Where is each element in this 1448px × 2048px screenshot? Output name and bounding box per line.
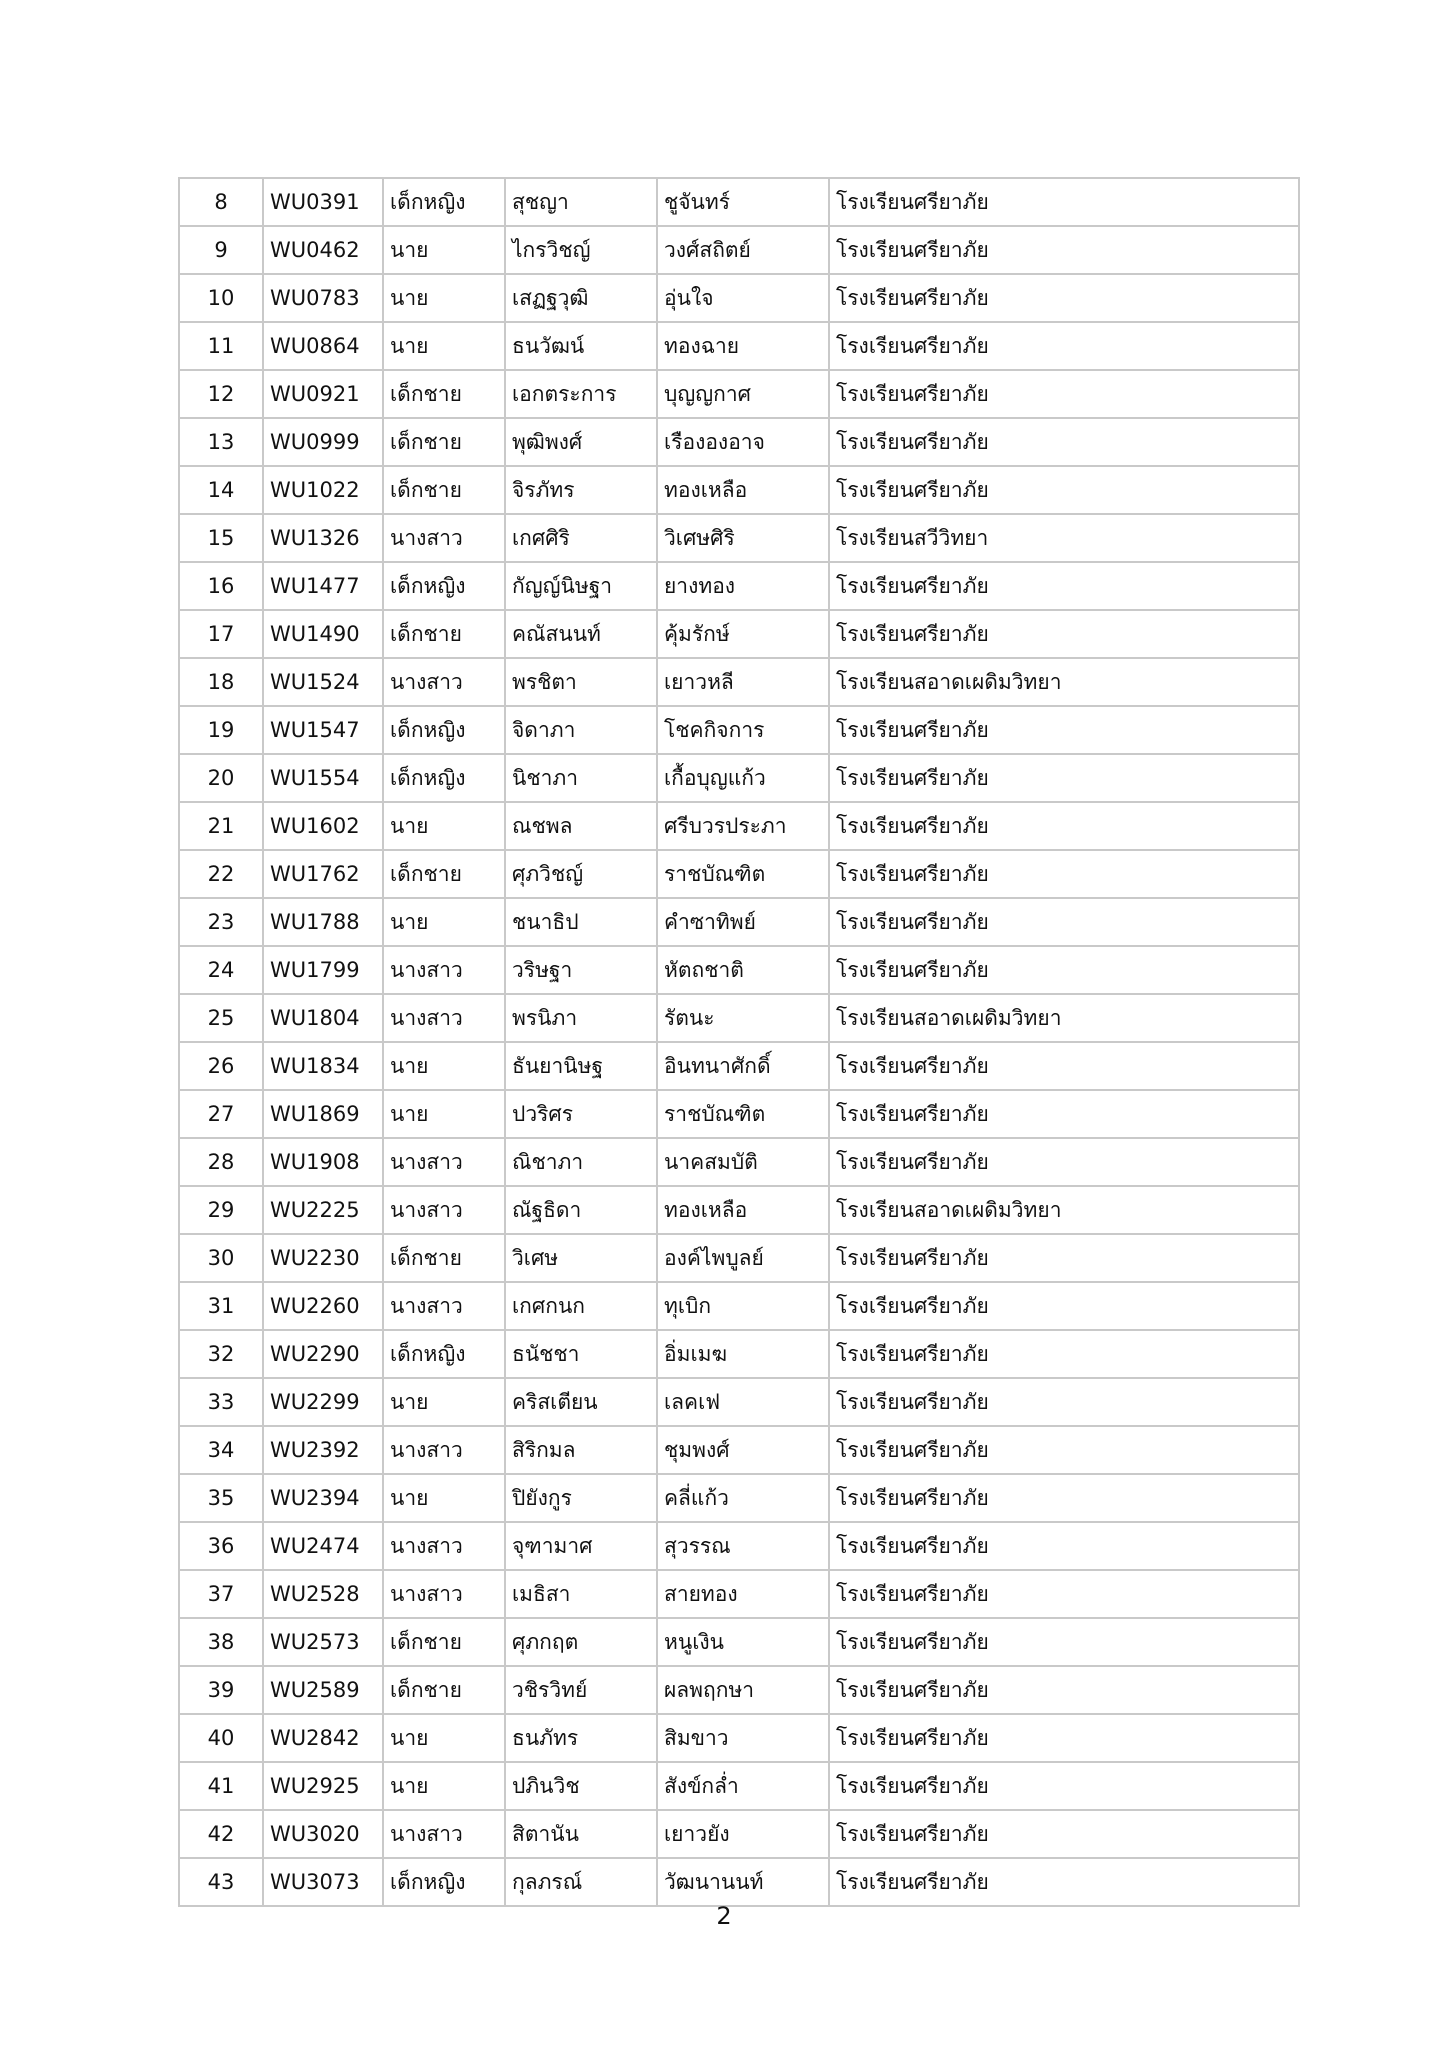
table-row	[179, 226, 1299, 274]
title-cell: เด็กชาย	[383, 466, 505, 514]
title-cell: นางสาว	[383, 1522, 505, 1570]
last-name-cell: องค์ไพบูลย์	[657, 1234, 829, 1282]
student-id-cell: WU0391	[263, 178, 383, 226]
table-row	[179, 1762, 1299, 1810]
table-row	[179, 946, 1299, 994]
student-id-cell: WU0462	[263, 226, 383, 274]
school-cell: โรงเรียนศรียาภัย	[829, 226, 1299, 274]
first-name-cell: ธนภัทร	[505, 1714, 657, 1762]
first-name-cell: สิริกมล	[505, 1426, 657, 1474]
row-number-cell: 39	[179, 1666, 263, 1714]
table-row	[179, 322, 1299, 370]
last-name-cell: ราชบัณฑิต	[657, 1090, 829, 1138]
last-name-cell: เยาวหลี	[657, 658, 829, 706]
title-cell: นางสาว	[383, 1426, 505, 1474]
row-number-cell: 37	[179, 1570, 263, 1618]
student-id-cell: WU1799	[263, 946, 383, 994]
school-cell: โรงเรียนศรียาภัย	[829, 418, 1299, 466]
table-row	[179, 1570, 1299, 1618]
last-name-cell: อิ่มเมฆ	[657, 1330, 829, 1378]
title-cell: นาย	[383, 802, 505, 850]
student-id-cell: WU2299	[263, 1378, 383, 1426]
table-row	[179, 1138, 1299, 1186]
student-id-cell: WU2474	[263, 1522, 383, 1570]
title-cell: นางสาว	[383, 1810, 505, 1858]
title-cell: นางสาว	[383, 1138, 505, 1186]
row-number-cell: 18	[179, 658, 263, 706]
row-number-cell: 9	[179, 226, 263, 274]
student-id-cell: WU0783	[263, 274, 383, 322]
title-cell: เด็กหญิง	[383, 562, 505, 610]
last-name-cell: คลี่แก้ว	[657, 1474, 829, 1522]
last-name-cell: นาคสมบัติ	[657, 1138, 829, 1186]
school-cell: โรงเรียนศรียาภัย	[829, 178, 1299, 226]
school-cell: โรงเรียนสอาดเผดิมวิทยา	[829, 994, 1299, 1042]
school-cell: โรงเรียนศรียาภัย	[829, 1042, 1299, 1090]
student-id-cell: WU1908	[263, 1138, 383, 1186]
title-cell: นางสาว	[383, 1282, 505, 1330]
school-cell: โรงเรียนศรียาภัย	[829, 1090, 1299, 1138]
row-number-cell: 27	[179, 1090, 263, 1138]
title-cell: นาย	[383, 322, 505, 370]
school-cell: โรงเรียนศรียาภัย	[829, 274, 1299, 322]
table-row	[179, 1090, 1299, 1138]
student-id-cell: WU2589	[263, 1666, 383, 1714]
row-number-cell: 10	[179, 274, 263, 322]
school-cell: โรงเรียนศรียาภัย	[829, 850, 1299, 898]
title-cell: นางสาว	[383, 994, 505, 1042]
student-id-cell: WU1834	[263, 1042, 383, 1090]
row-number-cell: 36	[179, 1522, 263, 1570]
table-row	[179, 1618, 1299, 1666]
school-cell: โรงเรียนศรียาภัย	[829, 1234, 1299, 1282]
row-number-cell: 24	[179, 946, 263, 994]
school-cell: โรงเรียนสอาดเผดิมวิทยา	[829, 658, 1299, 706]
first-name-cell: เกศกนก	[505, 1282, 657, 1330]
title-cell: เด็กหญิง	[383, 178, 505, 226]
last-name-cell: วงศ์สถิตย์	[657, 226, 829, 274]
first-name-cell: ณิชาภา	[505, 1138, 657, 1186]
table-row	[179, 1474, 1299, 1522]
student-id-cell: WU1554	[263, 754, 383, 802]
table-row	[179, 850, 1299, 898]
first-name-cell: ธนัชชา	[505, 1330, 657, 1378]
row-number-cell: 43	[179, 1858, 263, 1906]
last-name-cell: ทุเบิก	[657, 1282, 829, 1330]
school-cell: โรงเรียนศรียาภัย	[829, 322, 1299, 370]
row-number-cell: 38	[179, 1618, 263, 1666]
title-cell: นาย	[383, 898, 505, 946]
first-name-cell: ปภินวิช	[505, 1762, 657, 1810]
row-number-cell: 34	[179, 1426, 263, 1474]
table-row	[179, 1186, 1299, 1234]
last-name-cell: คุ้มรักษ์	[657, 610, 829, 658]
row-number-cell: 23	[179, 898, 263, 946]
last-name-cell: วิเศษศิริ	[657, 514, 829, 562]
school-cell: โรงเรียนศรียาภัย	[829, 1762, 1299, 1810]
student-id-cell: WU3073	[263, 1858, 383, 1906]
title-cell: นาย	[383, 1378, 505, 1426]
title-cell: เด็กหญิง	[383, 1330, 505, 1378]
table-row	[179, 514, 1299, 562]
row-number-cell: 29	[179, 1186, 263, 1234]
first-name-cell: จุฑามาศ	[505, 1522, 657, 1570]
last-name-cell: ทองฉาย	[657, 322, 829, 370]
student-id-cell: WU2290	[263, 1330, 383, 1378]
first-name-cell: ศุภวิชญ์	[505, 850, 657, 898]
first-name-cell: คริสเตียน	[505, 1378, 657, 1426]
student-id-cell: WU2392	[263, 1426, 383, 1474]
first-name-cell: เสฏฐวุฒิ	[505, 274, 657, 322]
title-cell: นาย	[383, 1714, 505, 1762]
table-row	[179, 1282, 1299, 1330]
table-row	[179, 562, 1299, 610]
student-id-cell: WU3020	[263, 1810, 383, 1858]
first-name-cell: วริษฐา	[505, 946, 657, 994]
table-row	[179, 1426, 1299, 1474]
table-row	[179, 658, 1299, 706]
student-id-cell: WU1022	[263, 466, 383, 514]
row-number-cell: 26	[179, 1042, 263, 1090]
last-name-cell: ศรีบวรประภา	[657, 802, 829, 850]
last-name-cell: ยางทอง	[657, 562, 829, 610]
title-cell: นาย	[383, 1762, 505, 1810]
row-number-cell: 8	[179, 178, 263, 226]
first-name-cell: ณชพล	[505, 802, 657, 850]
last-name-cell: เรืององอาจ	[657, 418, 829, 466]
student-id-cell: WU1788	[263, 898, 383, 946]
student-id-cell: WU2528	[263, 1570, 383, 1618]
title-cell: นาย	[383, 274, 505, 322]
first-name-cell: สุชญา	[505, 178, 657, 226]
table-row	[179, 1666, 1299, 1714]
table-row	[179, 802, 1299, 850]
last-name-cell: อินทนาศักดิ์	[657, 1042, 829, 1090]
title-cell: นางสาว	[383, 658, 505, 706]
table-row	[179, 370, 1299, 418]
table-row	[179, 754, 1299, 802]
row-number-cell: 28	[179, 1138, 263, 1186]
table-row	[179, 1330, 1299, 1378]
school-cell: โรงเรียนศรียาภัย	[829, 1138, 1299, 1186]
row-number-cell: 21	[179, 802, 263, 850]
student-id-cell: WU0921	[263, 370, 383, 418]
first-name-cell: นิชาภา	[505, 754, 657, 802]
row-number-cell: 16	[179, 562, 263, 610]
table-row	[179, 1378, 1299, 1426]
school-cell: โรงเรียนศรียาภัย	[829, 1618, 1299, 1666]
title-cell: นางสาว	[383, 514, 505, 562]
school-cell: โรงเรียนศรียาภัย	[829, 1522, 1299, 1570]
student-id-cell: WU2573	[263, 1618, 383, 1666]
title-cell: เด็กชาย	[383, 1618, 505, 1666]
table-row	[179, 418, 1299, 466]
first-name-cell: จิรภัทร	[505, 466, 657, 514]
student-id-cell: WU1477	[263, 562, 383, 610]
page-number: 2	[716, 1902, 732, 1930]
school-cell: โรงเรียนศรียาภัย	[829, 1330, 1299, 1378]
table-row	[179, 1810, 1299, 1858]
student-id-cell: WU1490	[263, 610, 383, 658]
first-name-cell: ณัฐธิดา	[505, 1186, 657, 1234]
row-number-cell: 30	[179, 1234, 263, 1282]
student-table	[178, 177, 1300, 1907]
school-cell: โรงเรียนศรียาภัย	[829, 610, 1299, 658]
last-name-cell: รัตนะ	[657, 994, 829, 1042]
school-cell: โรงเรียนศรียาภัย	[829, 1810, 1299, 1858]
table-row	[179, 1714, 1299, 1762]
last-name-cell: ผลพฤกษา	[657, 1666, 829, 1714]
school-cell: โรงเรียนศรียาภัย	[829, 562, 1299, 610]
last-name-cell: บุญญกาศ	[657, 370, 829, 418]
last-name-cell: ชูจันทร์	[657, 178, 829, 226]
row-number-cell: 22	[179, 850, 263, 898]
table-row	[179, 898, 1299, 946]
first-name-cell: พรชิตา	[505, 658, 657, 706]
student-id-cell: WU1869	[263, 1090, 383, 1138]
student-id-cell: WU2842	[263, 1714, 383, 1762]
table-row	[179, 610, 1299, 658]
row-number-cell: 14	[179, 466, 263, 514]
student-id-cell: WU2230	[263, 1234, 383, 1282]
title-cell: เด็กหญิง	[383, 706, 505, 754]
row-number-cell: 33	[179, 1378, 263, 1426]
first-name-cell: ชนาธิป	[505, 898, 657, 946]
student-id-cell: WU1524	[263, 658, 383, 706]
title-cell: เด็กหญิง	[383, 1858, 505, 1906]
row-number-cell: 31	[179, 1282, 263, 1330]
student-id-cell: WU2225	[263, 1186, 383, 1234]
school-cell: โรงเรียนศรียาภัย	[829, 1858, 1299, 1906]
title-cell: นางสาว	[383, 1186, 505, 1234]
first-name-cell: เกศศิริ	[505, 514, 657, 562]
first-name-cell: กุลภรณ์	[505, 1858, 657, 1906]
first-name-cell: กัญญ์นิษฐา	[505, 562, 657, 610]
table-row	[179, 1858, 1299, 1906]
student-id-cell: WU1602	[263, 802, 383, 850]
school-cell: โรงเรียนสอาดเผดิมวิทยา	[829, 1186, 1299, 1234]
school-cell: โรงเรียนศรียาภัย	[829, 946, 1299, 994]
row-number-cell: 13	[179, 418, 263, 466]
student-id-cell: WU1326	[263, 514, 383, 562]
last-name-cell: คำซาทิพย์	[657, 898, 829, 946]
row-number-cell: 25	[179, 994, 263, 1042]
last-name-cell: สังข์กล่ำ	[657, 1762, 829, 1810]
row-number-cell: 20	[179, 754, 263, 802]
school-cell: โรงเรียนศรียาภัย	[829, 706, 1299, 754]
title-cell: เด็กชาย	[383, 1666, 505, 1714]
title-cell: เด็กชาย	[383, 1234, 505, 1282]
school-cell: โรงเรียนสวีวิทยา	[829, 514, 1299, 562]
title-cell: นาย	[383, 1042, 505, 1090]
title-cell: นางสาว	[383, 946, 505, 994]
school-cell: โรงเรียนศรียาภัย	[829, 802, 1299, 850]
last-name-cell: ทองเหลือ	[657, 466, 829, 514]
first-name-cell: จิดาภา	[505, 706, 657, 754]
student-id-cell: WU2925	[263, 1762, 383, 1810]
last-name-cell: หัตถชาติ	[657, 946, 829, 994]
first-name-cell: วชิรวิทย์	[505, 1666, 657, 1714]
student-id-cell: WU0864	[263, 322, 383, 370]
title-cell: นาย	[383, 1090, 505, 1138]
title-cell: นาย	[383, 226, 505, 274]
row-number-cell: 15	[179, 514, 263, 562]
student-table-body	[179, 178, 1299, 1906]
first-name-cell: คณัสนนท์	[505, 610, 657, 658]
student-id-cell: WU1804	[263, 994, 383, 1042]
table-row	[179, 1042, 1299, 1090]
first-name-cell: สิตานัน	[505, 1810, 657, 1858]
last-name-cell: สุวรรณ	[657, 1522, 829, 1570]
school-cell: โรงเรียนศรียาภัย	[829, 1570, 1299, 1618]
table-row	[179, 706, 1299, 754]
last-name-cell: อุ่นใจ	[657, 274, 829, 322]
school-cell: โรงเรียนศรียาภัย	[829, 1474, 1299, 1522]
title-cell: เด็กชาย	[383, 850, 505, 898]
row-number-cell: 42	[179, 1810, 263, 1858]
title-cell: เด็กชาย	[383, 610, 505, 658]
row-number-cell: 11	[179, 322, 263, 370]
last-name-cell: สิมขาว	[657, 1714, 829, 1762]
school-cell: โรงเรียนศรียาภัย	[829, 1378, 1299, 1426]
row-number-cell: 12	[179, 370, 263, 418]
school-cell: โรงเรียนศรียาภัย	[829, 1714, 1299, 1762]
school-cell: โรงเรียนศรียาภัย	[829, 898, 1299, 946]
first-name-cell: ปวริศร	[505, 1090, 657, 1138]
last-name-cell: ชุมพงศ์	[657, 1426, 829, 1474]
table-row	[179, 994, 1299, 1042]
first-name-cell: ปิยังกูร	[505, 1474, 657, 1522]
school-cell: โรงเรียนศรียาภัย	[829, 754, 1299, 802]
first-name-cell: ธันยานิษฐ	[505, 1042, 657, 1090]
first-name-cell: พรนิภา	[505, 994, 657, 1042]
last-name-cell: วัฒนานนท์	[657, 1858, 829, 1906]
first-name-cell: เมธิสา	[505, 1570, 657, 1618]
row-number-cell: 35	[179, 1474, 263, 1522]
first-name-cell: ไกรวิชญ์	[505, 226, 657, 274]
student-id-cell: WU2260	[263, 1282, 383, 1330]
first-name-cell: พุฒิพงศ์	[505, 418, 657, 466]
row-number-cell: 17	[179, 610, 263, 658]
first-name-cell: เอกตระการ	[505, 370, 657, 418]
student-id-cell: WU1762	[263, 850, 383, 898]
title-cell: นางสาว	[383, 1570, 505, 1618]
school-cell: โรงเรียนศรียาภัย	[829, 466, 1299, 514]
school-cell: โรงเรียนศรียาภัย	[829, 1282, 1299, 1330]
title-cell: นาย	[383, 1474, 505, 1522]
title-cell: เด็กชาย	[383, 418, 505, 466]
table-row	[179, 466, 1299, 514]
row-number-cell: 19	[179, 706, 263, 754]
row-number-cell: 32	[179, 1330, 263, 1378]
last-name-cell: เยาวยัง	[657, 1810, 829, 1858]
student-id-cell: WU2394	[263, 1474, 383, 1522]
first-name-cell: วิเศษ	[505, 1234, 657, 1282]
last-name-cell: โชคกิจการ	[657, 706, 829, 754]
table-row	[179, 274, 1299, 322]
title-cell: เด็กหญิง	[383, 754, 505, 802]
first-name-cell: ธนวัฒน์	[505, 322, 657, 370]
school-cell: โรงเรียนศรียาภัย	[829, 1426, 1299, 1474]
school-cell: โรงเรียนศรียาภัย	[829, 1666, 1299, 1714]
table-row	[179, 1522, 1299, 1570]
table-row	[179, 1234, 1299, 1282]
last-name-cell: เลคเฟ	[657, 1378, 829, 1426]
first-name-cell: ศุภกฤต	[505, 1618, 657, 1666]
row-number-cell: 40	[179, 1714, 263, 1762]
last-name-cell: ทองเหลือ	[657, 1186, 829, 1234]
table-row	[179, 178, 1299, 226]
last-name-cell: เกื้อบุญแก้ว	[657, 754, 829, 802]
row-number-cell: 41	[179, 1762, 263, 1810]
student-id-cell: WU0999	[263, 418, 383, 466]
student-id-cell: WU1547	[263, 706, 383, 754]
last-name-cell: สายทอง	[657, 1570, 829, 1618]
title-cell: เด็กชาย	[383, 370, 505, 418]
last-name-cell: ราชบัณฑิต	[657, 850, 829, 898]
school-cell: โรงเรียนศรียาภัย	[829, 370, 1299, 418]
last-name-cell: หนูเงิน	[657, 1618, 829, 1666]
